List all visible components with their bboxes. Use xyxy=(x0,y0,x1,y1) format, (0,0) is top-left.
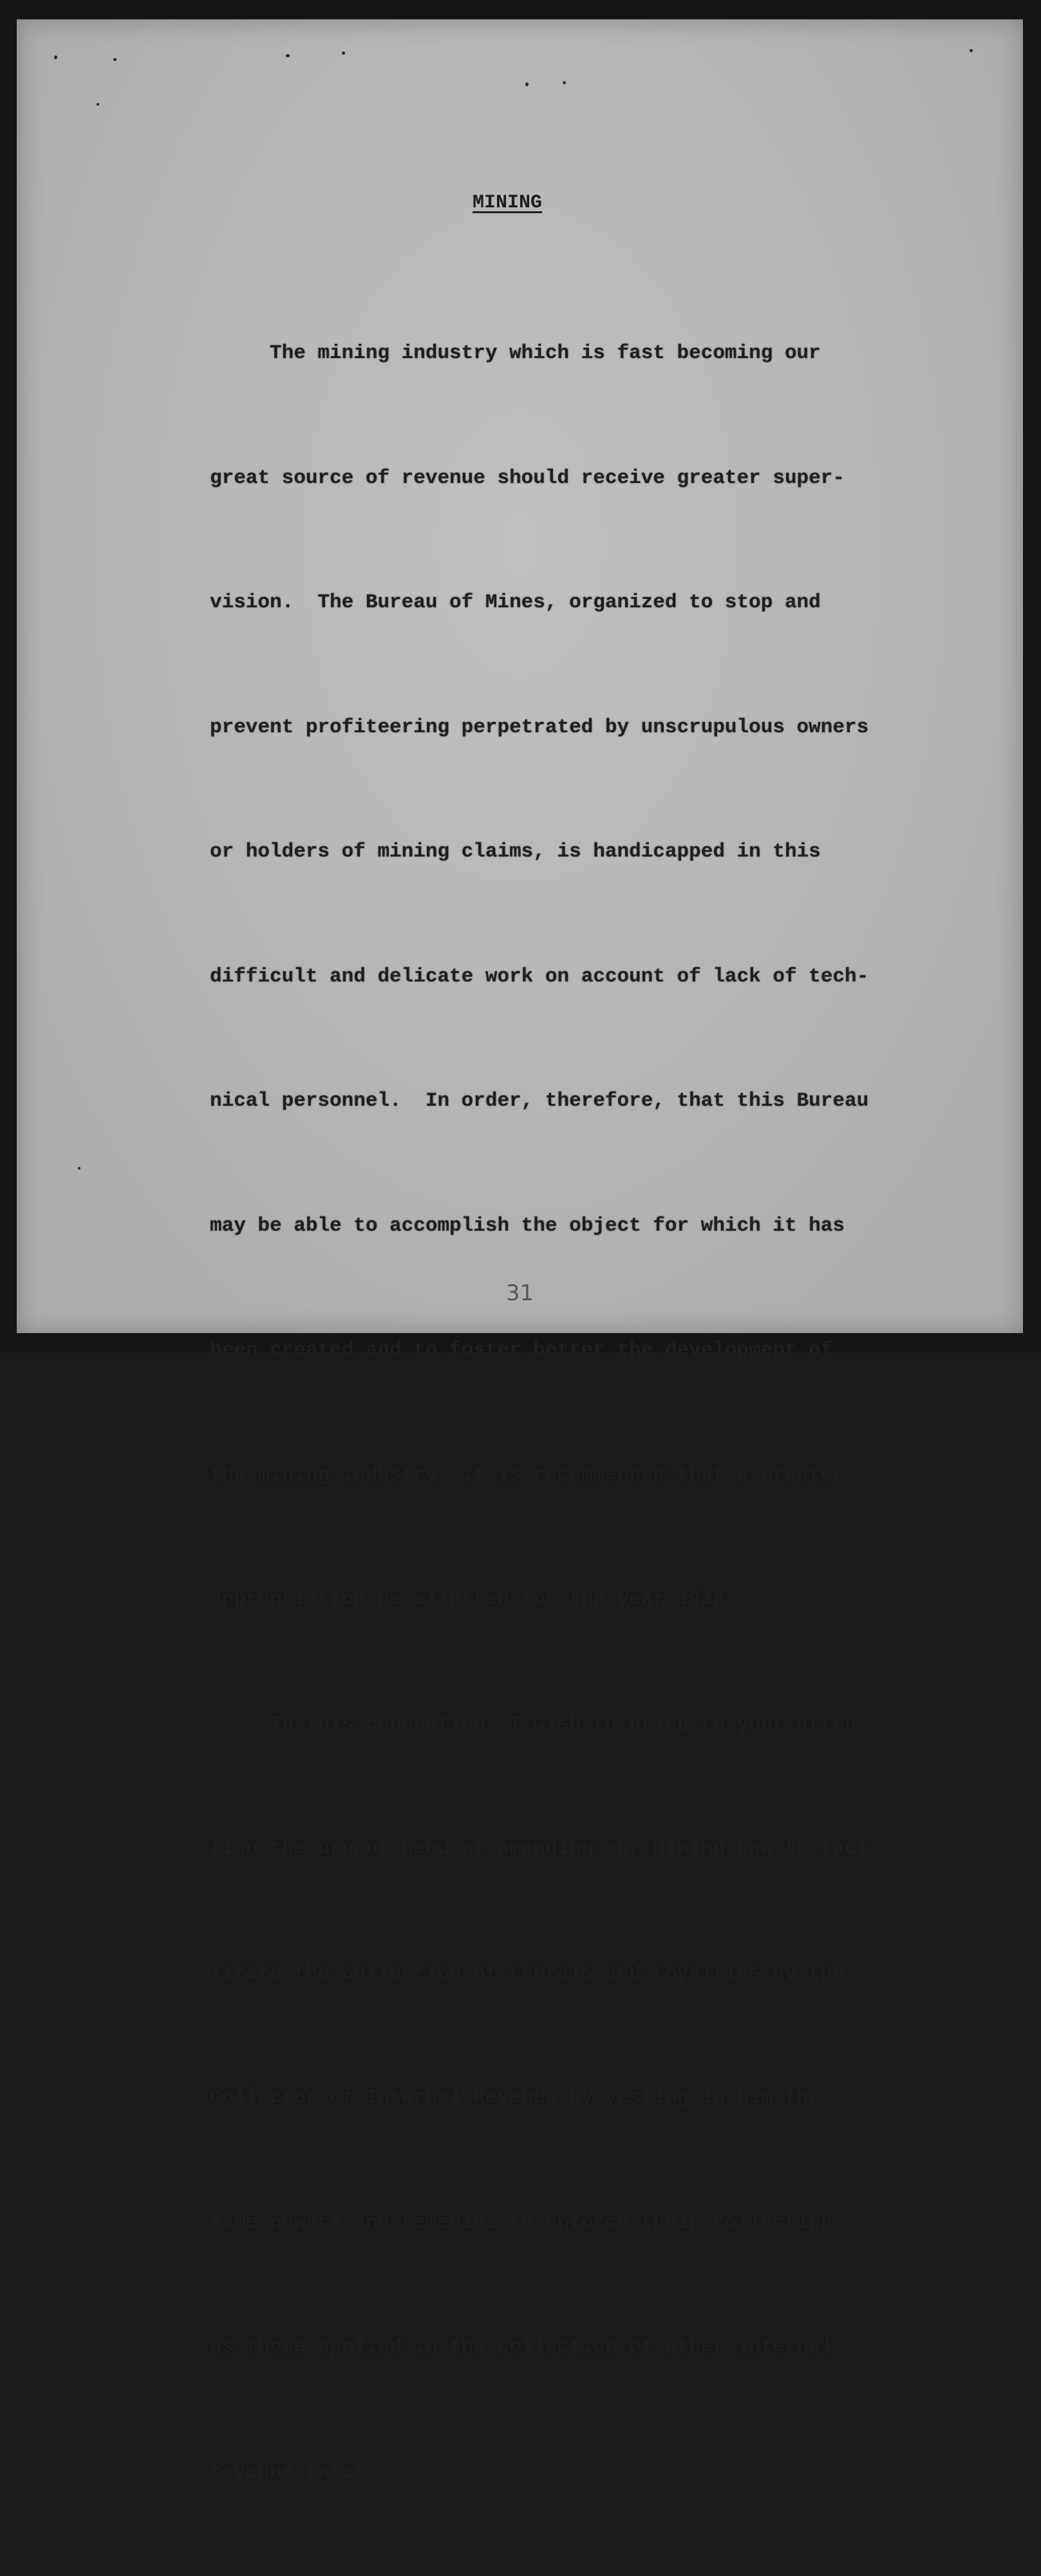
text-line: difficult and delicate work on account of lack of tech- xyxy=(210,965,869,988)
scan-speck xyxy=(525,82,529,86)
body-paragraphs xyxy=(210,250,950,2576)
scan-speck xyxy=(342,52,345,55)
text-line: tion the urgent need of amending our Mining Law to faci- xyxy=(210,1837,881,1860)
section-heading: MINING xyxy=(473,192,543,214)
text-line: The mining industry which is fast becoming our xyxy=(210,342,821,365)
text-line: revenue taxes. xyxy=(210,2460,378,2483)
scan-speck xyxy=(97,103,99,106)
scan-speck xyxy=(286,54,290,57)
scan-speck xyxy=(970,49,973,52)
text-line: appropriation be allotted for the year 1938. xyxy=(210,1588,737,1611)
text-line: or holders of mining claims, is handicapped in this xyxy=(210,840,821,863)
text-line: nical personnel. In order, therefore, that this Bureau xyxy=(210,1090,869,1112)
scan-speck xyxy=(54,55,57,59)
text-line: In this connection, I wish to bring to your atten- xyxy=(210,1712,869,1736)
text-line: the mining industry, it is recommended that a greater xyxy=(210,1463,845,1486)
text-line: vision. The Bureau of Mines, organized to stop and xyxy=(210,591,821,614)
document-page xyxy=(17,19,1023,2483)
text-line: same powers and remedies to enforce their collection xyxy=(210,2211,833,2234)
text-line: litate the collection of rentals and royalties by the xyxy=(210,1962,845,1985)
page-number: 31 xyxy=(505,1280,534,1306)
text-line: Collector of Internal Revenue by vesting in him the xyxy=(210,2087,821,2109)
text-line: may be able to accomplish the object for which it has xyxy=(210,1214,845,1237)
scan-speck xyxy=(78,1167,80,1170)
text-line: been created and to foster better the development of xyxy=(210,1339,833,1361)
text-line: prevent profiteering perpetrated by unscrupulous owners xyxy=(210,715,869,739)
text-line: as those applied in the collection of other internal xyxy=(210,2336,833,2358)
text-line: great source of revenue should receive greater super- xyxy=(210,466,845,489)
scan-speck xyxy=(563,81,566,84)
scan-speck xyxy=(113,58,117,61)
